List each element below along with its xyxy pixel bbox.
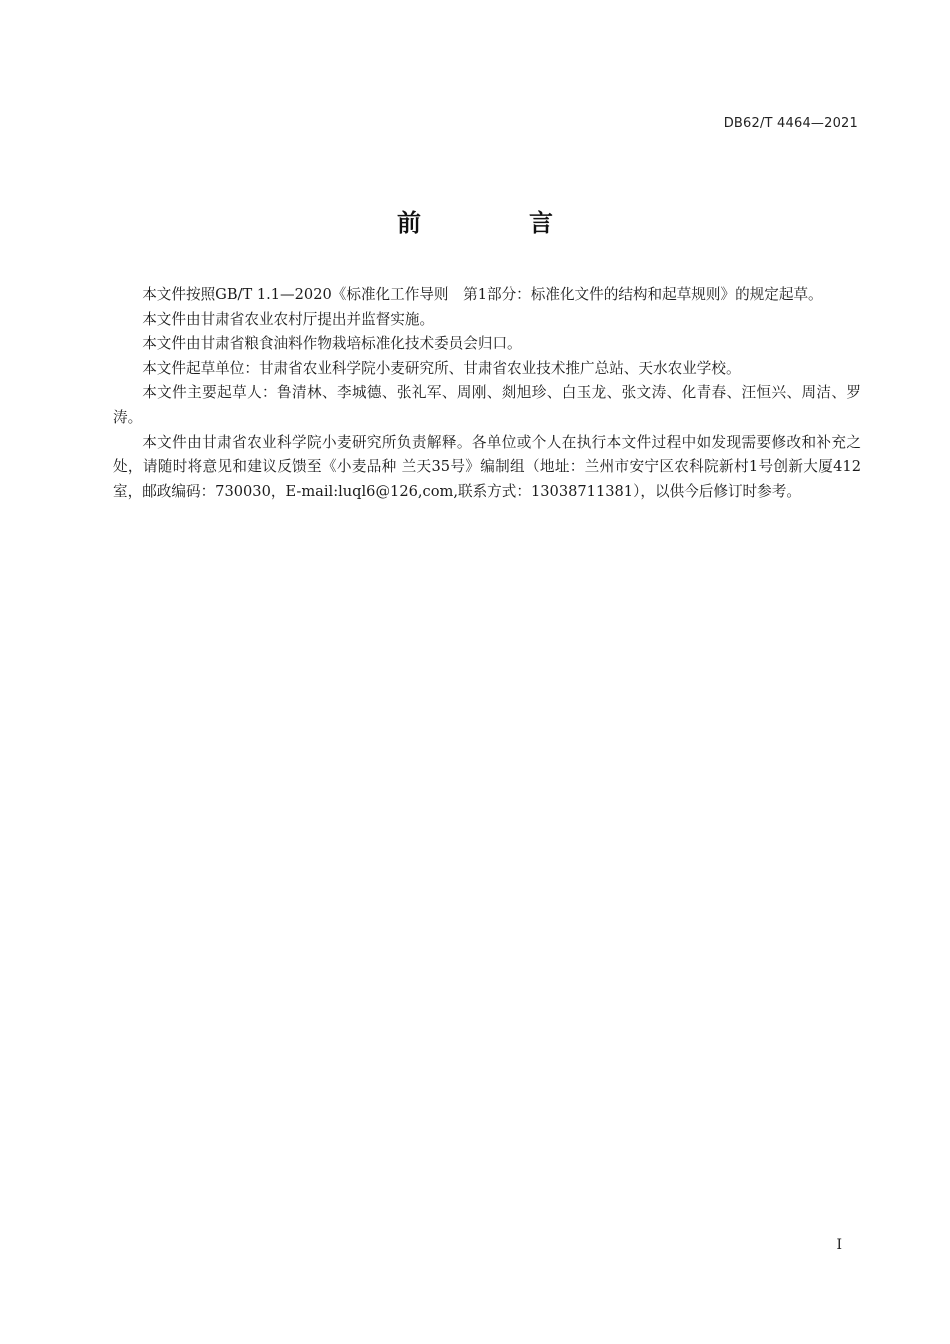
paragraph-drafters: 本文件主要起草人：鲁清林、李城德、张礼军、周刚、剡旭珍、白玉龙、张文涛、化青春、汪恒兴、周洁、罗涛。 — [113, 384, 861, 426]
paragraph-committee: 本文件由甘肃省粮食油料作物栽培标准化技术委员会归口。 — [142, 335, 522, 353]
document-code: DB62/T 4464—2021 — [723, 116, 858, 131]
page-number: I — [836, 1237, 842, 1253]
foreword-body — [113, 283, 861, 504]
paragraph-proposer: 本文件由甘肃省农业农村厅提出并监督实施。 — [142, 310, 435, 328]
paragraph-drafting-rules: 本文件按照GB/T 1.1—2020《标准化工作导则 第1部分：标准化文件的结构和起草规则》的规定起草。 — [142, 286, 823, 303]
page-title: 前 言 — [397, 209, 595, 237]
paragraph-interpretation: 本文件由甘肃省农业科学院小麦研究所负责解释。各单位或个人在执行本文件过程中如发现需要修改和补充之处，请随时将意见和建议反馈至《小麦品种 兰天35号》编制组（地址：兰州市安宁区农科院新村1号创新大厦412室，邮政编码：730030，E-mail:luql6@126,com,联系方式：13038711381），以供今后修订时参考。 — [113, 433, 861, 500]
paragraph-drafting-units: 本文件起草单位：甘肃省农业科学院小麦研究所、甘肃省农业技术推广总站、天水农业学校。 — [142, 359, 741, 377]
